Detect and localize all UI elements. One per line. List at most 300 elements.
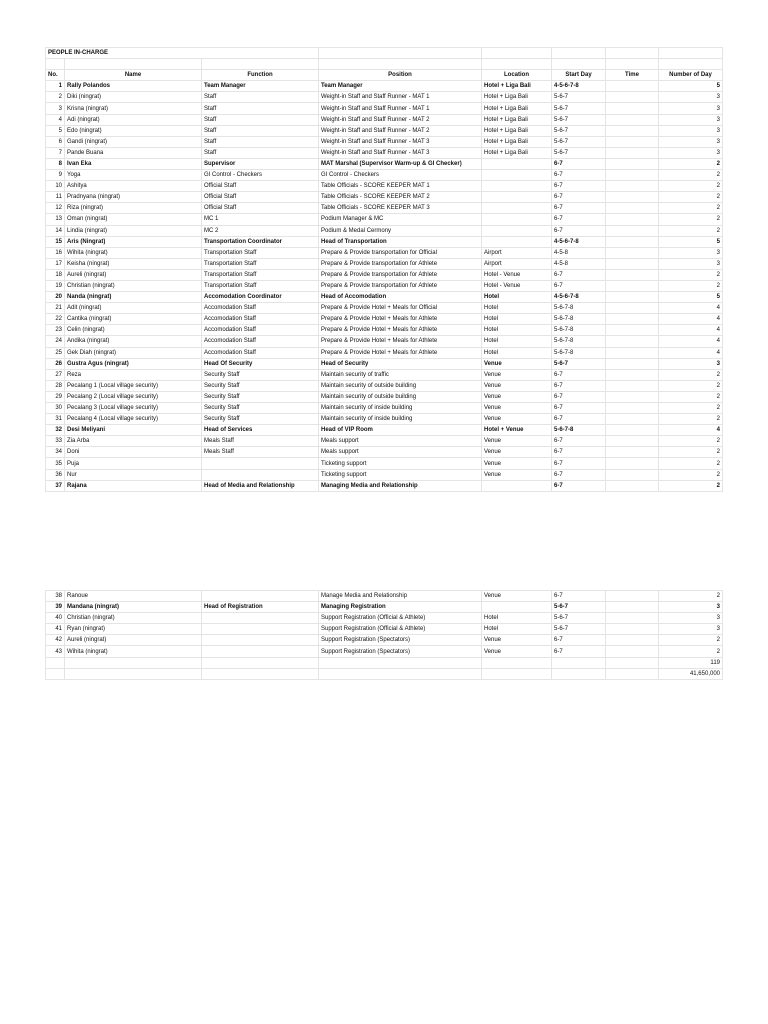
cell-name: Ashitya [65, 181, 202, 192]
cell-name: Lindia (ningrat) [65, 225, 202, 236]
cell-time [606, 136, 659, 147]
table-row [46, 403, 723, 414]
cell-start-day: 5-6-7 [552, 125, 606, 136]
cell-start-day: 6-7 [552, 225, 606, 236]
cell-no: 8 [46, 158, 65, 169]
cell-no: 9 [46, 170, 65, 181]
cell-time [606, 624, 659, 635]
cell-number-of-day: 4 [659, 425, 723, 436]
cell-function: Staff [202, 92, 319, 103]
cell-start-day: 6-7 [552, 181, 606, 192]
cell-no: 41 [46, 624, 65, 635]
cell-function: Security Staff [202, 380, 319, 391]
cell-position: Ticketing support [319, 458, 482, 469]
cell-start-day: 6-7 [552, 391, 606, 402]
cell-number-of-day: 2 [659, 203, 723, 214]
table-row [46, 591, 723, 602]
table-row [46, 425, 723, 436]
header-start-day: Start Day [552, 70, 606, 81]
spacer-row [46, 59, 723, 70]
cell-number-of-day: 3 [659, 103, 723, 114]
cell-no: 19 [46, 280, 65, 291]
cell-number-of-day: 2 [659, 635, 723, 646]
cell-location [482, 214, 552, 225]
cell-start-day: 6-7 [552, 369, 606, 380]
header-row [46, 70, 723, 81]
cell-location: Venue [482, 436, 552, 447]
cell-function: Security Staff [202, 391, 319, 402]
cell-no: 39 [46, 602, 65, 613]
cell-number-of-day: 2 [659, 646, 723, 657]
cell-name: Nur [65, 469, 202, 480]
cell-name: Celin (ningrat) [65, 325, 202, 336]
cell-position: Weight-in Staff and Staff Runner - MAT 3 [319, 147, 482, 158]
cell-name: Zia Arba [65, 436, 202, 447]
cell-number-of-day: 4 [659, 347, 723, 358]
cell-position: Manage Media and Relationship [319, 591, 482, 602]
cell-position: Prepare & Provide transportation for Athlete [319, 280, 482, 291]
cell-no: 10 [46, 181, 65, 192]
cell-position: Prepare & Provide Hotel + Meals for Athlete [319, 325, 482, 336]
cell-name: Gustra Agus (ningrat) [65, 358, 202, 369]
cell-time [606, 480, 659, 491]
table-row [46, 103, 723, 114]
cell-start-day: 5-6-7 [552, 613, 606, 624]
cell-number-of-day: 2 [659, 403, 723, 414]
cell-no: 34 [46, 447, 65, 458]
cell-no: 16 [46, 247, 65, 258]
cell-position: Head of Security [319, 358, 482, 369]
table-row [46, 292, 723, 303]
cell-time [606, 170, 659, 181]
table-row [46, 258, 723, 269]
cell-number-of-day: 2 [659, 192, 723, 203]
cell-name: Wihita (ningrat) [65, 247, 202, 258]
cell-time [606, 125, 659, 136]
cell-position: Support Registration (Spectators) [319, 646, 482, 657]
cell-number-of-day: 3 [659, 247, 723, 258]
cell-location: Hotel + Liga Bali [482, 81, 552, 92]
cell-function [202, 624, 319, 635]
cell-no: 33 [46, 436, 65, 447]
cell-position: Meals support [319, 436, 482, 447]
cell-position: Weight-in Staff and Staff Runner - MAT 1 [319, 92, 482, 103]
cell-time [606, 646, 659, 657]
cell-number-of-day: 2 [659, 414, 723, 425]
cell-number-of-day: 2 [659, 280, 723, 291]
cell-location: Venue [482, 403, 552, 414]
table-row [46, 436, 723, 447]
cell-name: Doni [65, 447, 202, 458]
cell-no: 1 [46, 81, 65, 92]
cell-time [606, 158, 659, 169]
cell-no: 4 [46, 114, 65, 125]
table-row [46, 602, 723, 613]
cell-time [606, 414, 659, 425]
cell-position: Meals support [319, 447, 482, 458]
cell-position: Head of VIP Room [319, 425, 482, 436]
cell-number-of-day: 2 [659, 380, 723, 391]
cell-start-day: 6-7 [552, 214, 606, 225]
cell-function: Accomodation Staff [202, 325, 319, 336]
table-row [46, 314, 723, 325]
cell-function [202, 469, 319, 480]
cell-name: Nanda (ningrat) [65, 292, 202, 303]
cell-start-day: 5-6-7 [552, 602, 606, 613]
cell-name: Rally Polandos [65, 81, 202, 92]
cell-time [606, 292, 659, 303]
cell-location: Hotel [482, 314, 552, 325]
table-row [46, 391, 723, 402]
cell-name: Mandana (ningrat) [65, 602, 202, 613]
cell-position: Maintain security of outside building [319, 380, 482, 391]
cell-time [606, 192, 659, 203]
cell-no: 20 [46, 292, 65, 303]
cell-name: Reza [65, 369, 202, 380]
cell-number-of-day: 3 [659, 624, 723, 635]
cell-position: Prepare & Provide Hotel + Meals for Athlete [319, 336, 482, 347]
cell-start-day: 4-5-6-7-8 [552, 292, 606, 303]
cell-location [482, 480, 552, 491]
cell-time [606, 347, 659, 358]
cell-start-day: 6-7 [552, 403, 606, 414]
cell-position: Table Officials - SCORE KEEPER MAT 2 [319, 192, 482, 203]
cell-time [606, 602, 659, 613]
cell-no: 22 [46, 314, 65, 325]
cell-location: Venue [482, 414, 552, 425]
cell-start-day: 4-5-6-7-8 [552, 236, 606, 247]
cell-function: Official Staff [202, 203, 319, 214]
table-row [46, 624, 723, 635]
cell-start-day: 6-7 [552, 203, 606, 214]
header-name: Name [65, 70, 202, 81]
cell-position: Weight-in Staff and Staff Runner - MAT 1 [319, 103, 482, 114]
cell-position: Weight-in Staff and Staff Runner - MAT 3 [319, 136, 482, 147]
cell-function: Accomodation Staff [202, 303, 319, 314]
cell-name: Diki (ningrat) [65, 92, 202, 103]
cell-location: Venue [482, 380, 552, 391]
cell-function: Accomodation Staff [202, 336, 319, 347]
cell-time [606, 203, 659, 214]
cell-function: Staff [202, 147, 319, 158]
table-row [46, 170, 723, 181]
cell-number-of-day: 2 [659, 269, 723, 280]
cell-name: Pecalang 3 (Local village security) [65, 403, 202, 414]
cell-number-of-day: 2 [659, 225, 723, 236]
cell-location [482, 225, 552, 236]
cell-function [202, 635, 319, 646]
cell-time [606, 635, 659, 646]
table-row [46, 81, 723, 92]
table-row [46, 469, 723, 480]
cell-no: 18 [46, 269, 65, 280]
sheet-title: PEOPLE IN-CHARGE [46, 48, 319, 59]
cell-number-of-day: 2 [659, 480, 723, 491]
cell-name: Riza (ningrat) [65, 203, 202, 214]
cell-start-day: 5-6-7 [552, 114, 606, 125]
cell-no: 32 [46, 425, 65, 436]
cell-name: Andika (ningrat) [65, 336, 202, 347]
cell-position: Team Manager [319, 81, 482, 92]
table-row [46, 136, 723, 147]
cell-function: Security Staff [202, 369, 319, 380]
cell-no: 6 [46, 136, 65, 147]
table-row [46, 635, 723, 646]
cell-name: Christian (ningrat) [65, 280, 202, 291]
cell-number-of-day: 2 [659, 458, 723, 469]
cell-location: Venue [482, 591, 552, 602]
cell-function: Accomodation Staff [202, 314, 319, 325]
cell-time [606, 369, 659, 380]
table-row [46, 358, 723, 369]
cell-time [606, 92, 659, 103]
cell-name: Ivan Eka [65, 158, 202, 169]
cell-location: Hotel - Venue [482, 269, 552, 280]
cell-start-day: 6-7 [552, 591, 606, 602]
cell-time [606, 403, 659, 414]
cell-location [482, 170, 552, 181]
cell-name: Oman (ningrat) [65, 214, 202, 225]
cell-position: Managing Media and Relationship [319, 480, 482, 491]
cell-function [202, 613, 319, 624]
cell-number-of-day: 3 [659, 358, 723, 369]
cell-function: Meals Staff [202, 447, 319, 458]
cell-location: Venue [482, 391, 552, 402]
cell-start-day: 6-7 [552, 646, 606, 657]
cell-no: 37 [46, 480, 65, 491]
table-row [46, 414, 723, 425]
cell-number-of-day: 3 [659, 147, 723, 158]
cell-name: Pradnyana (ningrat) [65, 192, 202, 203]
cell-function: Head Of Security [202, 358, 319, 369]
cell-location [482, 158, 552, 169]
cell-location: Hotel + Liga Bali [482, 92, 552, 103]
cell-no: 17 [46, 258, 65, 269]
cell-no: 14 [46, 225, 65, 236]
cell-location: Hotel [482, 292, 552, 303]
table-row [46, 125, 723, 136]
cell-name: Gandi (ningrat) [65, 136, 202, 147]
cell-location: Hotel [482, 325, 552, 336]
cell-location: Venue [482, 635, 552, 646]
header-time: Time [606, 70, 659, 81]
cell-location: Airport [482, 247, 552, 258]
cell-name: Cantika (ningrat) [65, 314, 202, 325]
cell-time [606, 436, 659, 447]
cell-time [606, 358, 659, 369]
table-row [46, 158, 723, 169]
cell-function: Official Staff [202, 181, 319, 192]
cell-name: Pecalang 1 (Local village security) [65, 380, 202, 391]
cell-position: GI Control - Checkers [319, 170, 482, 181]
table-row [46, 192, 723, 203]
cell-no: 27 [46, 369, 65, 380]
cell-start-day: 6-7 [552, 414, 606, 425]
cell-number-of-day: 2 [659, 447, 723, 458]
cell-number-of-day: 2 [659, 158, 723, 169]
cell-position: Podium Manager & MC [319, 214, 482, 225]
cell-no: 31 [46, 414, 65, 425]
cell-function: Head of Registration [202, 602, 319, 613]
cell-start-day: 5-6-7-8 [552, 425, 606, 436]
cell-function: Transportation Coordinator [202, 236, 319, 247]
table-row [46, 336, 723, 347]
cell-no: 26 [46, 358, 65, 369]
cell-start-day: 5-6-7 [552, 358, 606, 369]
cell-location: Hotel + Liga Bali [482, 103, 552, 114]
cell-start-day: 6-7 [552, 436, 606, 447]
cell-start-day: 6-7 [552, 158, 606, 169]
cell-name: Ranoue [65, 591, 202, 602]
cell-start-day: 6-7 [552, 192, 606, 203]
table-row [46, 458, 723, 469]
header-number-of-day: Number of Day [659, 70, 723, 81]
cell-time [606, 225, 659, 236]
cell-location: Venue [482, 369, 552, 380]
cell-position: Support Registration (Spectators) [319, 635, 482, 646]
cell-function: Staff [202, 103, 319, 114]
cell-no: 13 [46, 214, 65, 225]
cell-start-day: 6-7 [552, 469, 606, 480]
cell-name: Aris (Ningrat) [65, 236, 202, 247]
cell-start-day: 5-6-7-8 [552, 303, 606, 314]
table-row [46, 347, 723, 358]
cell-name: Aureli (ningrat) [65, 269, 202, 280]
table-row [46, 236, 723, 247]
cell-function [202, 591, 319, 602]
cell-name: Pecalang 4 (Local village security) [65, 414, 202, 425]
cell-position: Table Officials - SCORE KEEPER MAT 1 [319, 181, 482, 192]
cell-location [482, 181, 552, 192]
cell-number-of-day: 5 [659, 81, 723, 92]
cell-time [606, 325, 659, 336]
cell-location: Venue [482, 458, 552, 469]
cell-number-of-day: 3 [659, 258, 723, 269]
cell-start-day: 6-7 [552, 635, 606, 646]
cell-number-of-day: 5 [659, 236, 723, 247]
cell-position: MAT Marshal (Supervisor Warm-up & GI Checker) [319, 158, 482, 169]
cell-function: Staff [202, 136, 319, 147]
table-row [46, 181, 723, 192]
cell-function: Head of Services [202, 425, 319, 436]
table-row [46, 480, 723, 491]
cell-no: 11 [46, 192, 65, 203]
table-row [46, 380, 723, 391]
total-amount: 41,650,000 [659, 668, 723, 679]
table-row [46, 269, 723, 280]
cell-number-of-day: 3 [659, 613, 723, 624]
cell-number-of-day: 2 [659, 391, 723, 402]
cell-number-of-day: 3 [659, 114, 723, 125]
cell-position: Support Registration (Official & Athlete) [319, 624, 482, 635]
cell-number-of-day: 2 [659, 214, 723, 225]
cell-name: Edo (ningrat) [65, 125, 202, 136]
cell-position: Prepare & Provide transportation for Official [319, 247, 482, 258]
table-row [46, 147, 723, 158]
cell-start-day: 6-7 [552, 447, 606, 458]
cell-start-day: 5-6-7-8 [552, 336, 606, 347]
cell-name: Gek Diah (ningrat) [65, 347, 202, 358]
cell-location: Hotel + Liga Bali [482, 114, 552, 125]
cell-function: Accomodation Staff [202, 347, 319, 358]
cell-start-day: 4-5-6-7-8 [552, 81, 606, 92]
cell-no: 7 [46, 147, 65, 158]
cell-name: Keisha (ningrat) [65, 258, 202, 269]
cell-function: GI Control - Checkers [202, 170, 319, 181]
cell-position: Prepare & Provide Hotel + Meals for Athlete [319, 347, 482, 358]
cell-position: Prepare & Provide transportation for Athlete [319, 258, 482, 269]
cell-no: 15 [46, 236, 65, 247]
cell-name: Aureli (ningrat) [65, 635, 202, 646]
cell-start-day: 5-6-7 [552, 136, 606, 147]
cell-name: Adi (ningrat) [65, 114, 202, 125]
cell-location: Hotel [482, 624, 552, 635]
cell-time [606, 380, 659, 391]
cell-function: Transportation Staff [202, 247, 319, 258]
cell-function: Staff [202, 125, 319, 136]
cell-no: 38 [46, 591, 65, 602]
header-function: Function [202, 70, 319, 81]
cell-no: 12 [46, 203, 65, 214]
cell-location: Hotel + Liga Bali [482, 125, 552, 136]
cell-name: Desi Meliyani [65, 425, 202, 436]
cell-function: Transportation Staff [202, 280, 319, 291]
cell-position: Support Registration (Official & Athlete) [319, 613, 482, 624]
cell-location: Hotel [482, 303, 552, 314]
cell-time [606, 425, 659, 436]
table-row [46, 92, 723, 103]
cell-position: Ticketing support [319, 469, 482, 480]
cell-time [606, 114, 659, 125]
total-days-row [46, 657, 723, 668]
cell-start-day: 6-7 [552, 170, 606, 181]
cell-function: Transportation Staff [202, 258, 319, 269]
cell-time [606, 258, 659, 269]
cell-position: Podium & Medal Cermony [319, 225, 482, 236]
cell-number-of-day: 2 [659, 469, 723, 480]
cell-number-of-day: 4 [659, 314, 723, 325]
cell-time [606, 103, 659, 114]
header-position: Position [319, 70, 482, 81]
cell-no: 35 [46, 458, 65, 469]
cell-start-day: 5-6-7 [552, 624, 606, 635]
cell-no: 21 [46, 303, 65, 314]
cell-start-day: 5-6-7-8 [552, 347, 606, 358]
cell-location: Hotel [482, 347, 552, 358]
cell-no: 24 [46, 336, 65, 347]
cell-name: Ryan (ningrat) [65, 624, 202, 635]
cell-start-day: 5-6-7 [552, 147, 606, 158]
table-row [46, 613, 723, 624]
table-row [46, 247, 723, 258]
cell-function: Supervisor [202, 158, 319, 169]
cell-function: Meals Staff [202, 436, 319, 447]
table-row [46, 303, 723, 314]
cell-location: Airport [482, 258, 552, 269]
cell-time [606, 236, 659, 247]
cell-location: Hotel [482, 613, 552, 624]
cell-number-of-day: 3 [659, 136, 723, 147]
cell-location [482, 203, 552, 214]
cell-no: 3 [46, 103, 65, 114]
cell-number-of-day: 2 [659, 369, 723, 380]
cell-time [606, 147, 659, 158]
table-row [46, 280, 723, 291]
cell-function: Security Staff [202, 414, 319, 425]
cell-location [482, 192, 552, 203]
table-row [46, 369, 723, 380]
cell-number-of-day: 3 [659, 92, 723, 103]
